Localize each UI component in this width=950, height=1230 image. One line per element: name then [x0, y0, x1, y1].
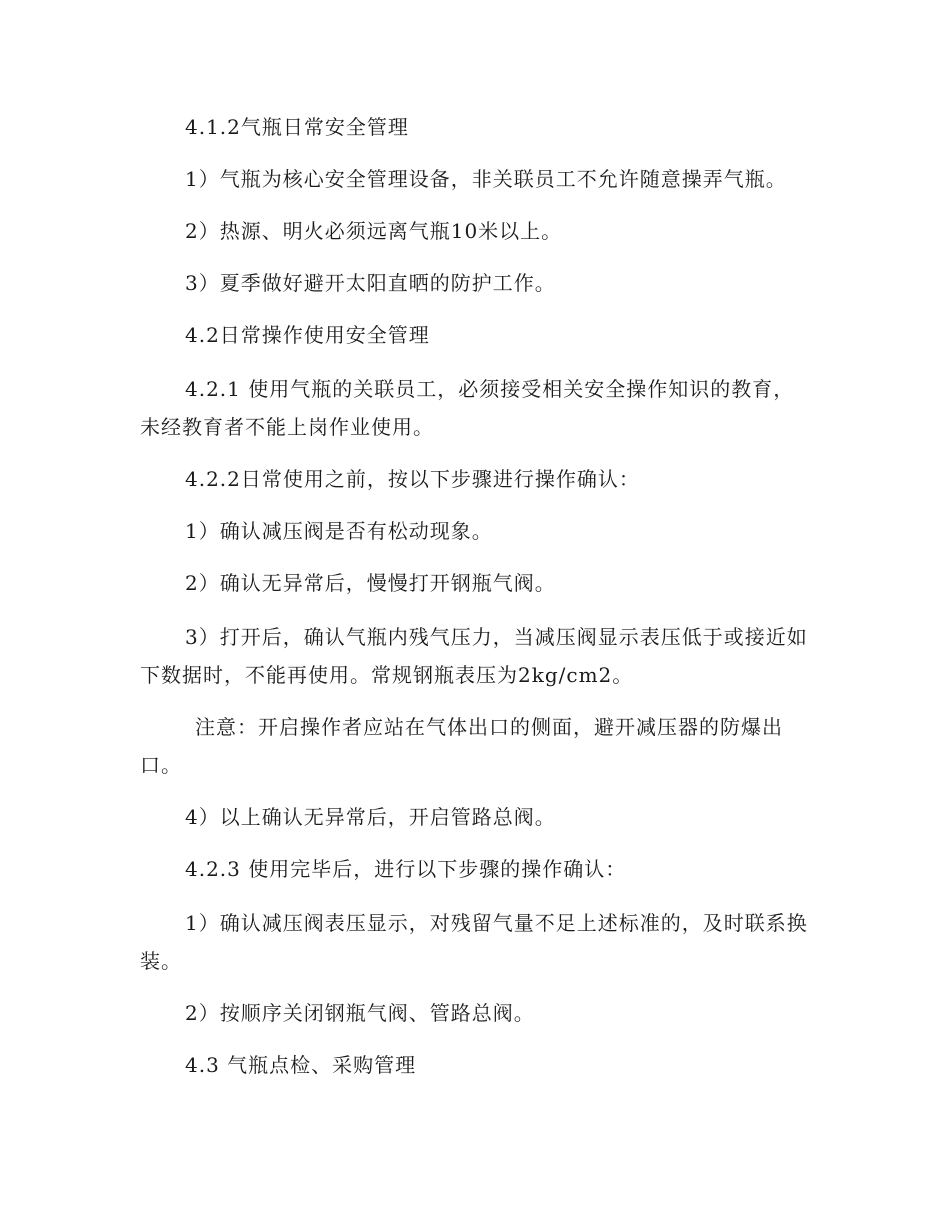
paragraph-4-2-1: 4.2.1 使用气瓶的关联员工，必须接受相关安全操作知识的教育，未经教育者不能上岗作业使用。 [140, 377, 795, 439]
notice-paragraph: 注意：开启操作者应站在气体出口的侧面，避开减压器的防爆出口。 [140, 715, 783, 777]
paragraph-item-2: 2）热源、明火必须远离气瓶10米以上。 [185, 219, 563, 243]
after-use-step-1: 1）确认减压阀表压显示，对残留气量不足上述标准的，及时联系换装。 [140, 911, 808, 973]
paragraph-item-3: 3）夏季做好避开太阳直晒的防护工作。 [185, 271, 556, 295]
paragraph-4-2-2: 4.2.2日常使用之前，按以下步骤进行操作确认： [185, 467, 640, 491]
after-use-step-2: 2）按顺序关闭钢瓶气阀、管路总阀。 [185, 1001, 535, 1025]
section-heading-4-2: 4.2日常操作使用安全管理 [185, 323, 430, 347]
step-check-4: 4）以上确认无异常后，开启管路总阀。 [185, 805, 556, 829]
step-check-1: 1）确认减压阀是否有松动现象。 [185, 519, 493, 543]
step-check-2: 2）确认无异常后，慢慢打开钢瓶气阀。 [185, 571, 556, 595]
paragraph-4-2-3: 4.2.3 使用完毕后，进行以下步骤的操作确认： [185, 857, 627, 881]
section-heading-4-1-2: 4.1.2气瓶日常安全管理 [185, 115, 409, 139]
paragraph-item-1: 1）气瓶为核心安全管理设备，非关联员工不允许随意操弄气瓶。 [185, 167, 787, 191]
section-heading-4-3: 4.3 气瓶点检、采购管理 [185, 1053, 417, 1077]
step-check-3: 3）打开后，确认气瓶内残气压力，当减压阀显示表压低于或接近如下数据时，不能再使用。常规钢瓶表压为2kg/cm2。 [140, 625, 808, 687]
